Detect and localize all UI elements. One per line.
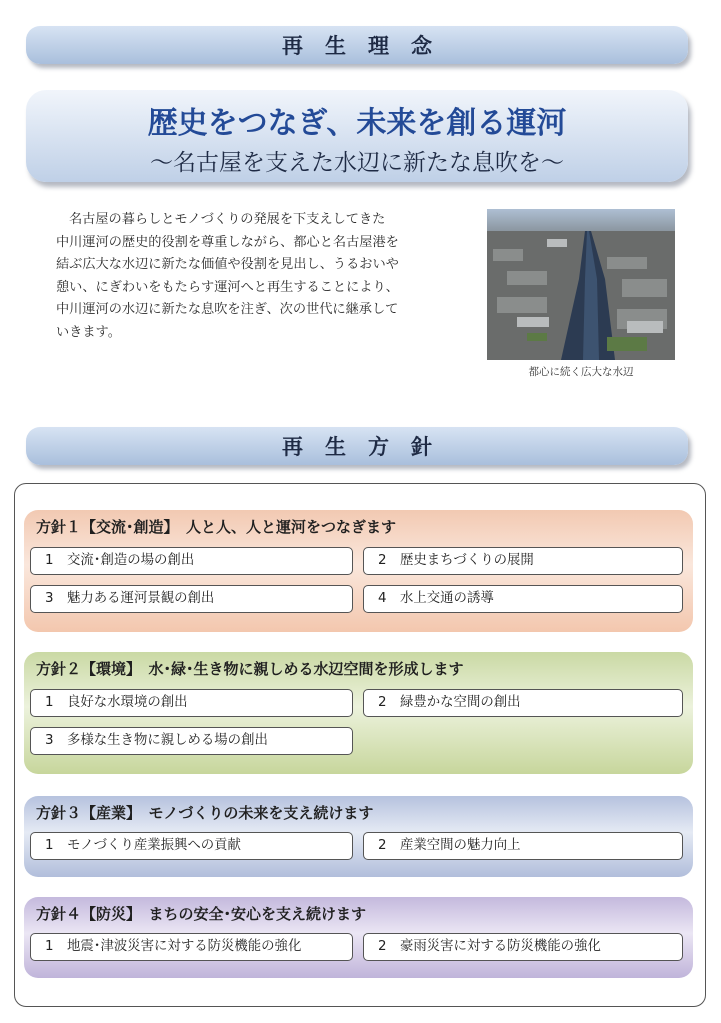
policy-3 [24,796,693,877]
text-line: 憩い、にぎわいをもたらす運河へと再生することにより、 [56,279,399,295]
policy-title: 方針４【防災】 まちの安全･安心を支え続けます [36,905,367,923]
policy-item: 1 地震･津波災害に対する防災機能の強化 [30,933,353,961]
text-line: 結ぶ広大な水辺に新たな価値や役割を見出し、うるおいや [56,257,399,273]
policy-title: 方針１【交流･創造】 人と人、人と運河をつなぎます [36,518,397,536]
philosophy-header: 再生理念 [26,26,688,64]
policy-item: 4 水上交通の誘導 [363,585,683,613]
policy-item: 1 交流･創造の場の創出 [30,547,353,575]
policy-item: 1 良好な水環境の創出 [30,689,353,717]
policy-item: 2 産業空間の魅力向上 [363,832,683,860]
policy-4 [24,897,693,978]
photo-caption: 都心に続く広大な水辺 [528,366,634,378]
policy-title: 方針２【環境】 水･緑･生き物に親しめる水辺空間を形成します [36,660,464,678]
policy-item: 3 多様な生き物に親しめる場の創出 [30,727,353,755]
text-line: 中川運河の水辺に新たな息吹を注ぎ、次の世代に継承して [56,302,399,318]
philosophy-banner [26,90,688,182]
philosophy-title: 歴史をつなぎ、未来を創る運河 [147,106,567,141]
text-line: 名古屋の暮らしとモノづくりの発展を下支えしてきた [69,212,386,227]
policy-item: 2 緑豊かな空間の創出 [363,689,683,717]
policy-item: 1 モノづくり産業振興への貢献 [30,832,353,860]
canal-aerial-photo [487,209,675,360]
policy-item: 2 歴史まちづくりの展開 [363,547,683,575]
philosophy-text [56,209,466,345]
policy-1 [24,510,693,632]
text-line: いきます。 [56,324,121,340]
policy-2 [24,652,693,774]
policy-item: 3 魅力ある運河景観の創出 [30,585,353,613]
policy-header: 再生方針 [26,427,688,465]
policy-item: 2 豪雨災害に対する防災機能の強化 [363,933,683,961]
policy-title: 方針３【産業】 モノづくりの未来を支え続けます [36,804,374,822]
text-line: 中川運河の歴史的役割を尊重しながら、都心と名古屋港を [56,234,399,250]
philosophy-subtitle: ～名古屋を支えた水辺に新たな息吹を～ [150,150,564,176]
